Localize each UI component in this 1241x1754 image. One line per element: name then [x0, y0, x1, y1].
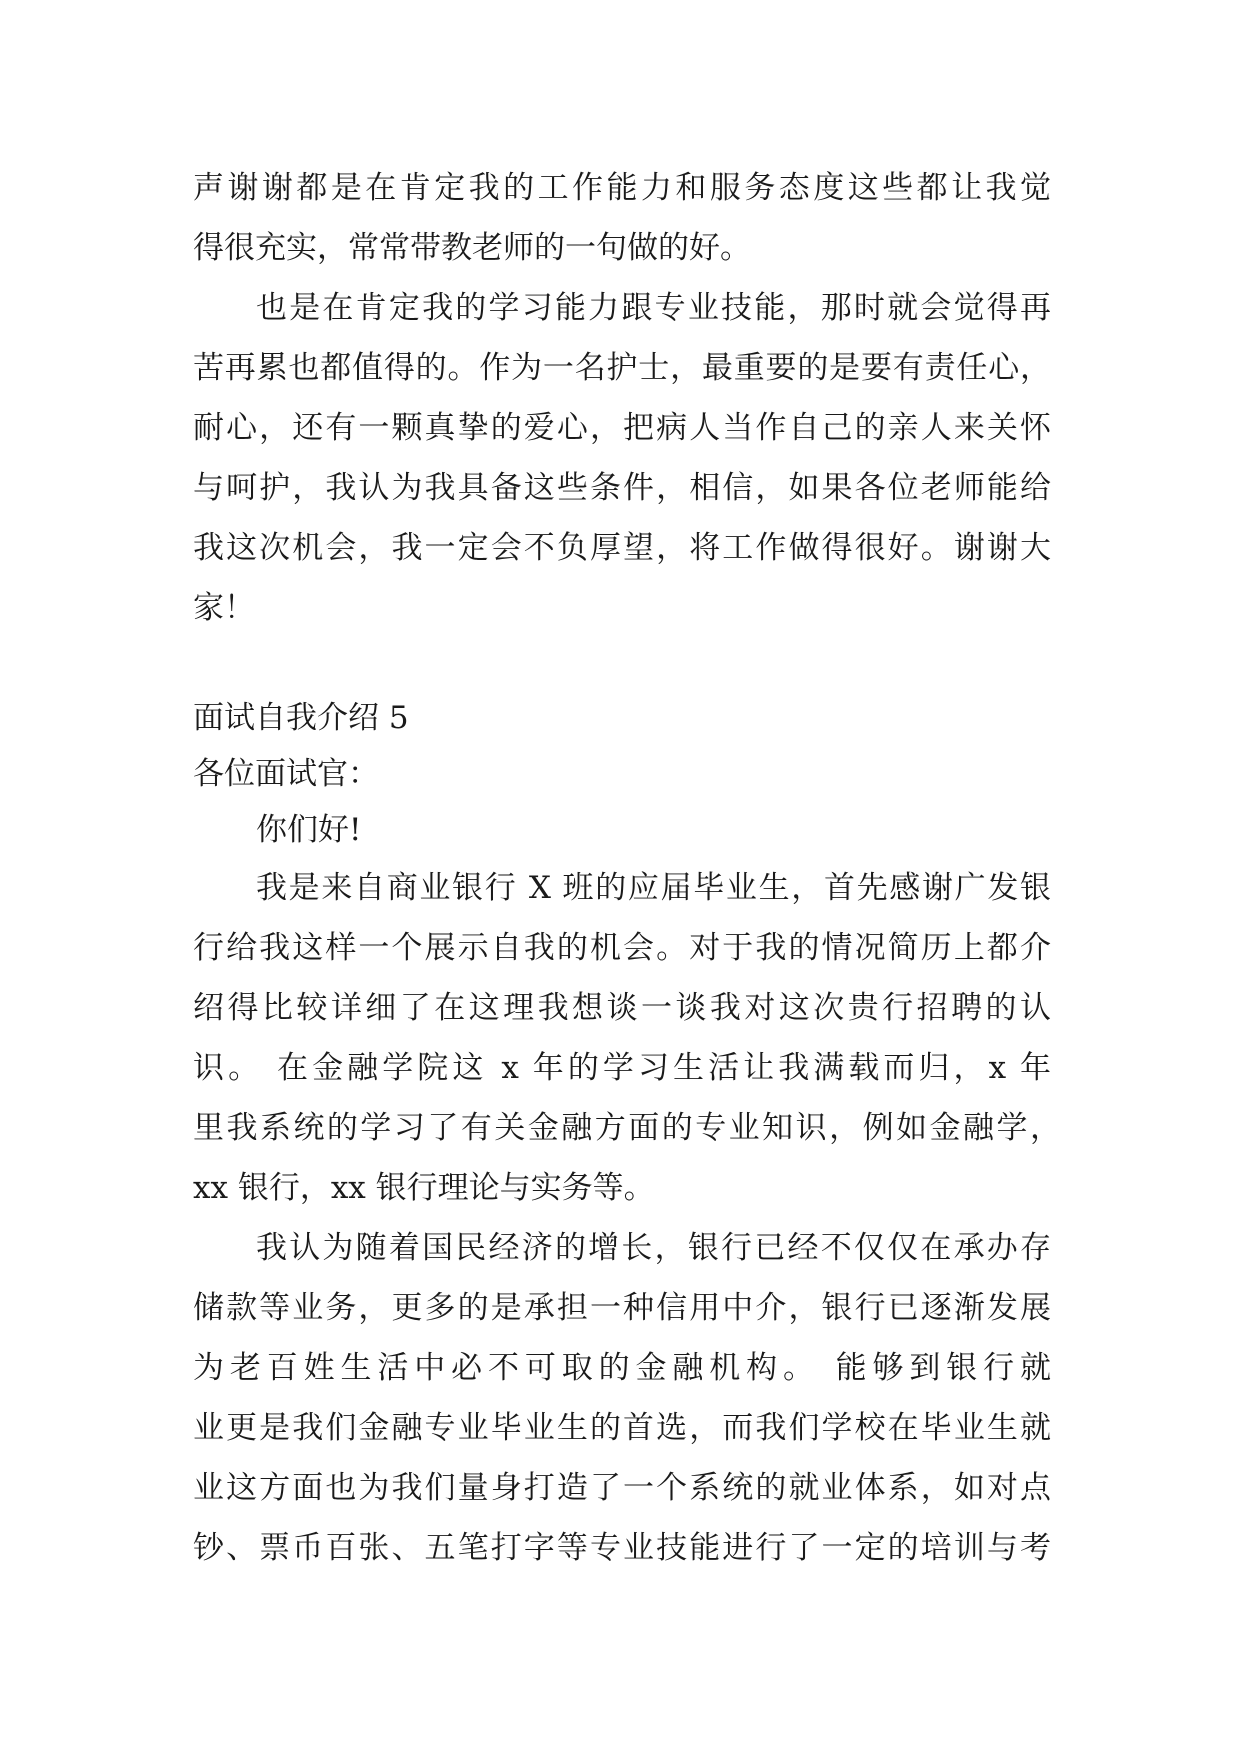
- greeting: 你们好!: [256, 812, 362, 848]
- text-line: 我这次机会，我一定会不负厚望，将工作做得很好。谢谢大: [193, 530, 1051, 566]
- text-line: 行给我这样一个展示自我的机会。对于我的情况简历上都介: [193, 930, 1051, 966]
- text-line: 钞、票币百张、五笔打字等专业技能进行了一定的培训与考: [193, 1530, 1051, 1566]
- text-line: 绍得比较详细了在这理我想谈一谈我对这次贵行招聘的认: [193, 990, 1051, 1026]
- text-line: 业这方面也为我们量身打造了一个系统的就业体系，如对点: [193, 1470, 1051, 1506]
- text-line: 储款等业务，更多的是承担一种信用中介，银行已逐渐发展: [193, 1290, 1051, 1326]
- text-line: 业更是我们金融专业毕业生的首选，而我们学校在毕业生就: [193, 1410, 1051, 1446]
- text-line: 里我系统的学习了有关金融方面的专业知识，例如金融学，: [193, 1110, 1061, 1146]
- salutation: 各位面试官：: [193, 756, 379, 792]
- text-line: 也是在肯定我的学习能力跟专业技能，那时就会觉得再: [256, 290, 1051, 326]
- text-line: xx 银行，xx 银行理论与实务等。: [193, 1170, 655, 1206]
- text-line: 为老百姓生活中必不可取的金融机构。 能够到银行就: [193, 1350, 1051, 1386]
- text-line: 声谢谢都是在肯定我的工作能力和服务态度这些都让我觉: [193, 170, 1051, 206]
- text-line: 耐心，还有一颗真挚的爱心，把病人当作自己的亲人来关怀: [193, 410, 1051, 446]
- text-line: 家！: [193, 590, 255, 626]
- text-line: 得很充实，常常带教老师的一句做的好。: [193, 230, 751, 266]
- text-line: 苦再累也都值得的。作为一名护士，最重要的是要有责任心，: [193, 350, 1051, 386]
- text-line: 我认为随着国民经济的增长，银行已经不仅仅在承办存: [256, 1230, 1051, 1266]
- section-title: 面试自我介绍 5: [193, 700, 409, 736]
- text-line: 与呵护，我认为我具备这些条件，相信，如果各位老师能给: [193, 470, 1051, 506]
- text-line: 我是来自商业银行 X 班的应届毕业生，首先感谢广发银: [256, 870, 1051, 906]
- text-line: 识。 在金融学院这 x 年的学习生活让我满载而归，x 年: [193, 1050, 1051, 1086]
